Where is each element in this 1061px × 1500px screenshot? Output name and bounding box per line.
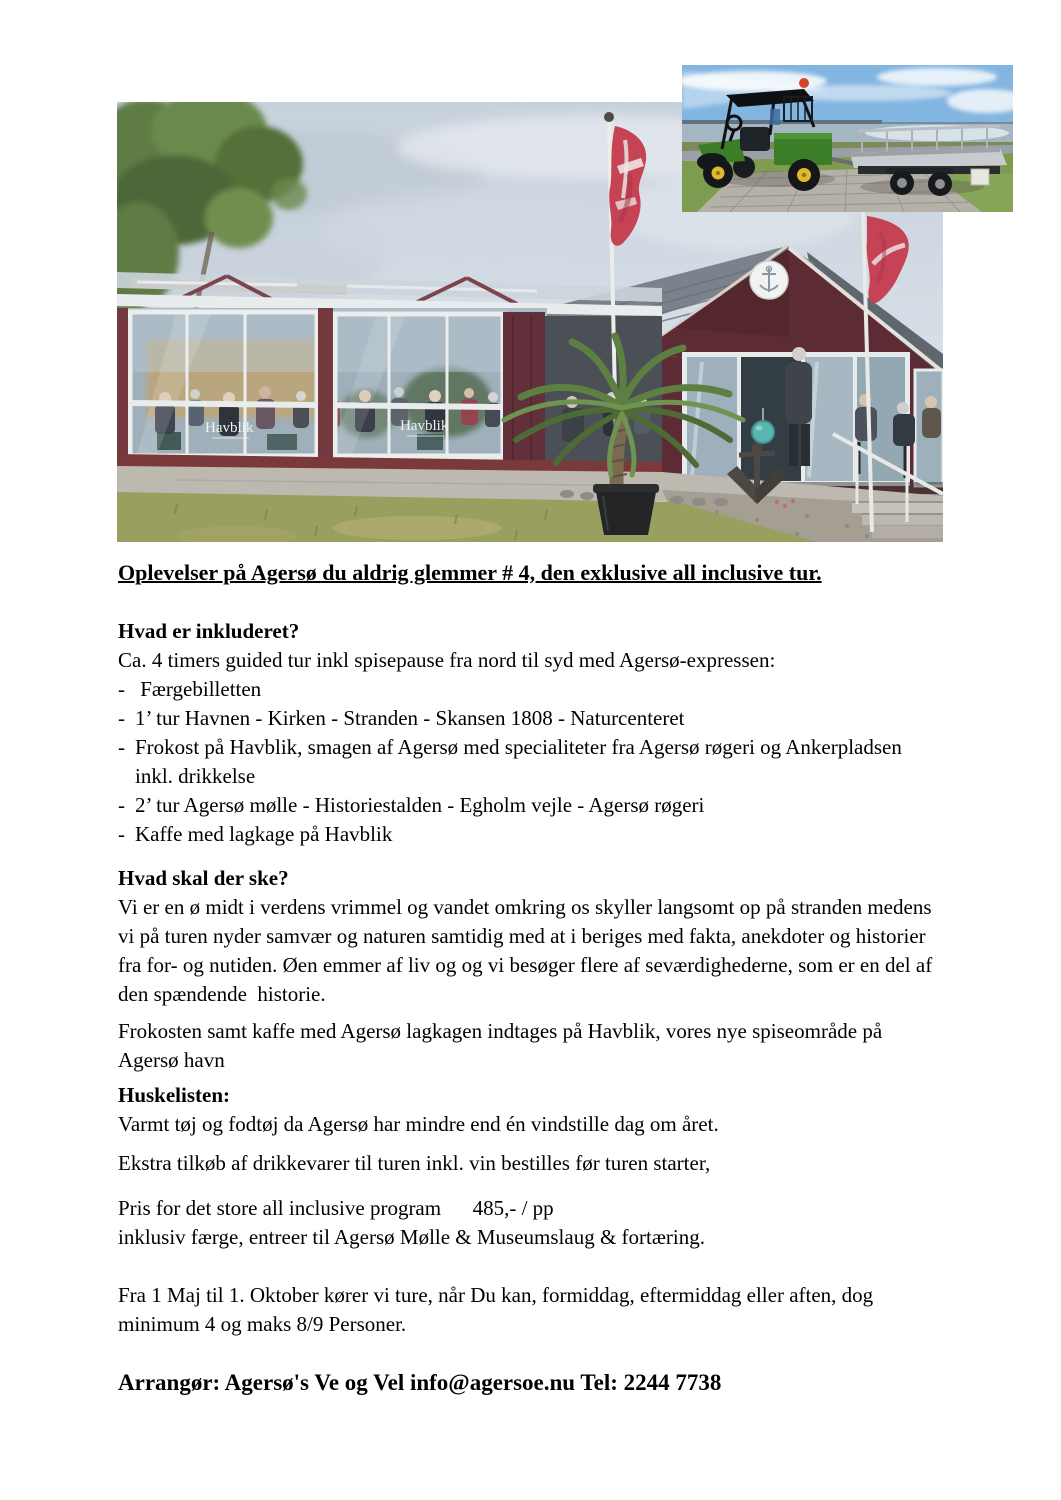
organizer-footer: Arrangør: Agersø's Ve og Vel info@agersoe.nu Tel: 2244 7738	[118, 1370, 722, 1395]
pot-rim	[593, 484, 659, 493]
bullet-text: Frokost på Havblik, smagen af Agersø med specialiteter fra Agersø røgeri og Ankerpladsen inkl. drikkelse	[135, 735, 908, 788]
gator-photo-illustration	[682, 65, 1013, 212]
schedule-line: Fra 1 Maj til 1. Oktober kører vi ture, når Du kan, formiddag, eftermiddag eller aften, dog minimum 4 og maks 8/9 Personer.	[118, 1283, 879, 1336]
program-paragraph-2: Frokosten samt kaffe med Agersø lagkagen indtages på Havblik, vores nye spiseområde på Agersø havn	[118, 1019, 887, 1072]
price-details: inklusiv færge, entreer til Agersø Mølle & Museumslaug & fortæring.	[118, 1225, 705, 1249]
sprayer-tank	[770, 109, 780, 125]
bullet-text: 2’ tur Agersø mølle - Historiestalden - Egholm vejle - Agersø røgeri	[135, 793, 705, 817]
heading-included: Hvad er inkluderet?	[118, 619, 300, 643]
heading-checklist: Huskelisten:	[118, 1083, 231, 1107]
page-title: Oplevelser på Agersø du aldrig glemmer # 4, den exklusive all inclusive tur.	[118, 560, 822, 585]
trailer-shadow	[860, 179, 984, 195]
gable-emblem	[750, 261, 788, 299]
checklist-line-2: Ekstra tilkøb af drikkevarer til turen inkl. vin bestilles før turen starter,	[118, 1151, 711, 1175]
center-post	[318, 308, 333, 458]
included-intro: Ca. 4 timers guided tur inkl spisepause fra nord til syd med Agersø-expressen:	[118, 648, 776, 672]
price-line: Pris for det store all inclusive program 485,- / pp	[118, 1196, 554, 1220]
list-item	[118, 733, 942, 791]
bullet-text: Kaffe med lagkage på Havblik	[135, 822, 393, 846]
beacon-light	[799, 78, 809, 88]
havblik-sign-2: Havblik	[400, 418, 449, 434]
list-item	[118, 791, 942, 820]
havblik-sign-1: Havblik	[205, 420, 254, 436]
corner-post-left	[117, 308, 128, 460]
bullet-marker: -	[118, 822, 125, 846]
included-list	[118, 675, 942, 849]
bullet-marker: -	[118, 793, 125, 817]
heading-program: Hvad skal der ske?	[118, 866, 289, 890]
bullet-text: 1’ tur Havnen - Kirken - Stranden - Skansen 1808 - Naturcenteret	[135, 706, 685, 730]
bullet-marker: -	[118, 735, 125, 759]
seat	[740, 127, 770, 151]
bullet-marker: -	[118, 677, 125, 701]
list-item	[118, 704, 942, 733]
photo-gator-with-trailer	[682, 65, 1013, 212]
white-box	[971, 169, 989, 185]
bullet-text: Færgebilletten	[135, 677, 262, 701]
flyer-text	[118, 558, 942, 1398]
list-item	[118, 675, 942, 704]
checklist-line-1: Varmt tøj og fodtøj da Agersø har mindre end én vindstille dag om året.	[118, 1112, 719, 1136]
bullet-marker: -	[118, 706, 125, 730]
program-paragraph-1: Vi er en ø midt i verdens vrimmel og vandet omkring os skyller langsomt op på stranden medens vi på turen nyder samvær og naturen samtidig med at i beriges med fakta, anekdoter og historier fra for- og nutiden. Øen emmer af liv og og vi besøger flere af seværdighederne, som er en del af den spændende historie.	[118, 895, 938, 1006]
list-item	[118, 820, 942, 849]
